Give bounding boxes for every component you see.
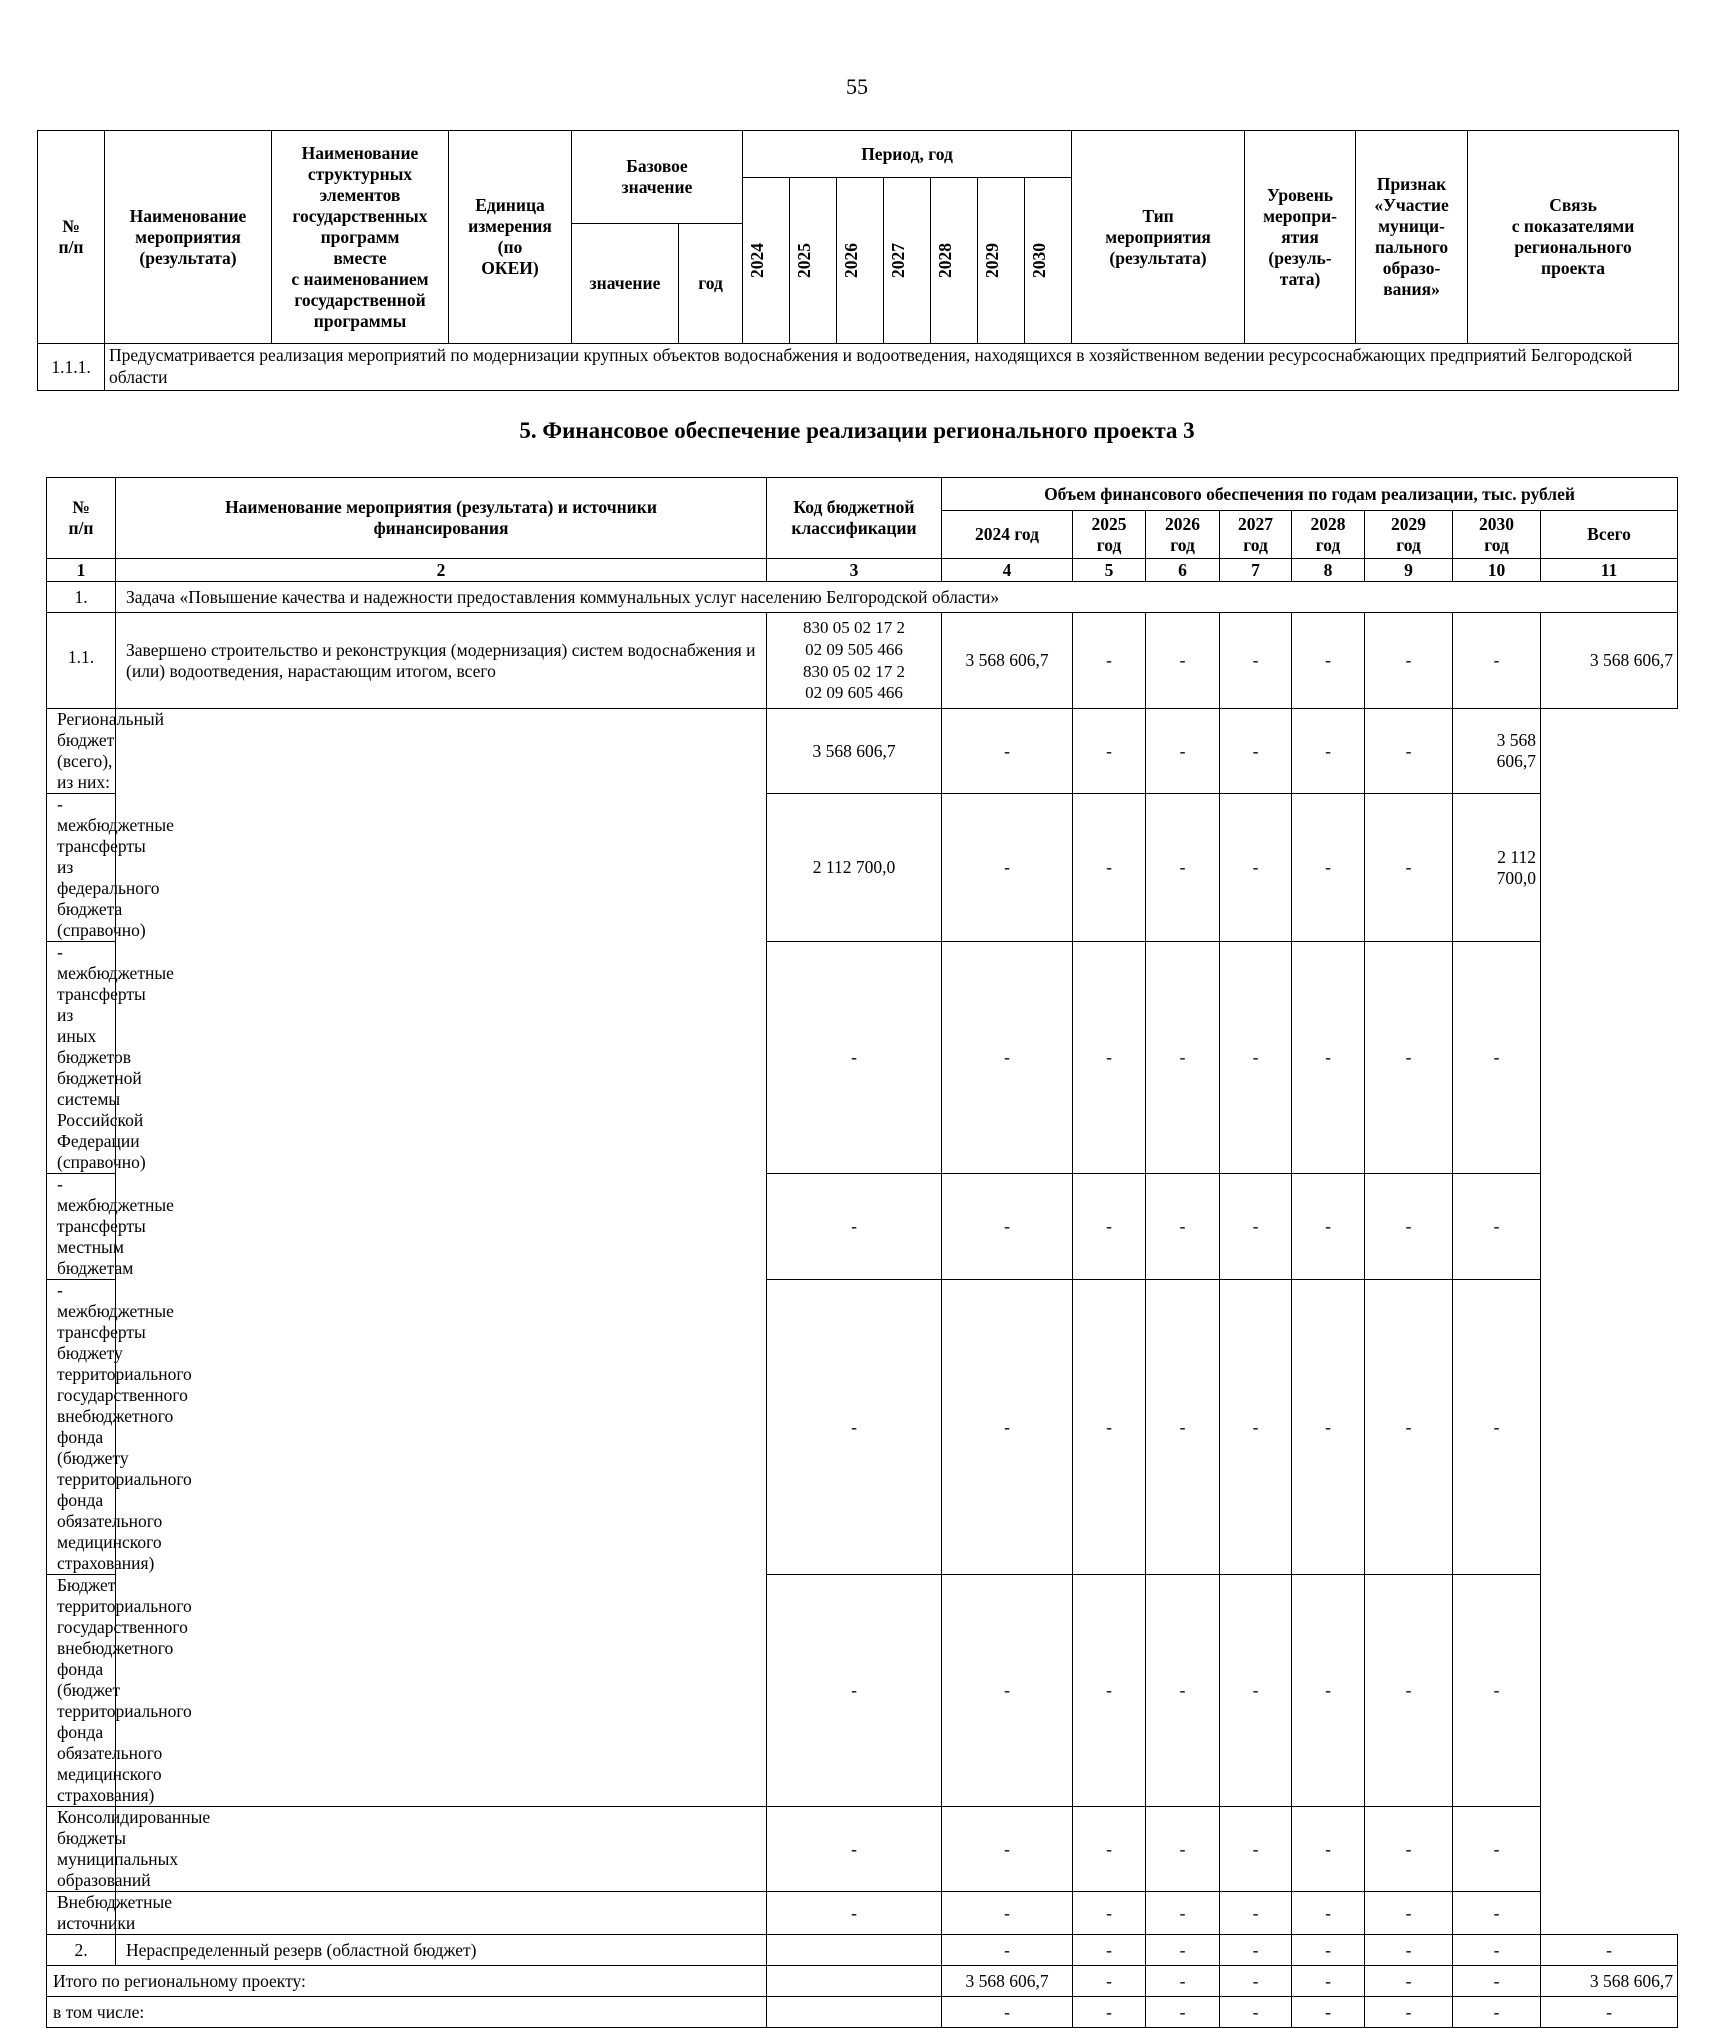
total-row-value: - bbox=[1220, 1966, 1292, 1997]
funding-source-value: 3 568 606,7 bbox=[1453, 709, 1541, 794]
funding-source-value: - bbox=[1365, 1892, 1453, 1935]
result-number: 1.1. bbox=[47, 613, 116, 709]
reserve-title: Нераспределенный резерв (областной бюджет) bbox=[116, 1935, 767, 1966]
financing-table bbox=[46, 477, 1678, 2028]
col-unit-header: Единица измерения (по ОКЕИ) bbox=[449, 131, 572, 344]
fin-total-header: Всего bbox=[1541, 511, 1678, 559]
including-row-label: в том числе: bbox=[47, 1997, 767, 2028]
funding-source-value: - bbox=[1146, 942, 1220, 1174]
funding-source-value: - bbox=[942, 709, 1073, 794]
column-number: 3 bbox=[767, 559, 942, 582]
fin-name-header: Наименование мероприятия (результата) и источники финансирования bbox=[116, 478, 767, 559]
column-number: 6 bbox=[1146, 559, 1220, 582]
fin-volume-header: Объем финансового обеспечения по годам реализации, тыс. рублей bbox=[942, 478, 1678, 511]
funding-source-value: - bbox=[767, 1807, 942, 1892]
col-type-header: Тип мероприятия (результата) bbox=[1072, 131, 1245, 344]
funding-source-name: Региональный бюджет (всего), из них: bbox=[47, 709, 116, 794]
funding-source-value: - bbox=[1292, 1807, 1365, 1892]
year-header: 2029 bbox=[978, 178, 1025, 344]
funding-source-value: - bbox=[1073, 794, 1146, 942]
funding-source-name: - межбюджетные трансферты из иных бюджетов бюджетной системы Российской Федерации (справочно) bbox=[47, 942, 116, 1174]
funding-source-row bbox=[47, 1807, 1678, 1892]
funding-source-value: - bbox=[1073, 1280, 1146, 1575]
total-row-label: Итого по региональному проекту: bbox=[47, 1966, 767, 1997]
funding-source-value: - bbox=[1453, 1280, 1541, 1575]
funding-source-name: Бюджет территориального государственного внебюджетного фонда (бюджет территориального фонда обязательного медицинского страхования) bbox=[47, 1575, 116, 1807]
row-description: Предусматривается реализация мероприятий по модернизации крупных объектов водоснабжения и водоотведения, находящихся в хозяйственном ведении ресурсоснабжающих предприятий Белгородской области bbox=[105, 344, 1679, 391]
funding-source-value: - bbox=[1453, 942, 1541, 1174]
funding-source-value: - bbox=[1073, 1892, 1146, 1935]
reserve-value: - bbox=[1146, 1935, 1220, 1966]
funding-source-value: - bbox=[1146, 1807, 1220, 1892]
funding-source-name: - межбюджетные трансферты местным бюджетам bbox=[47, 1174, 116, 1280]
fin-year-header: 2028 год bbox=[1292, 511, 1365, 559]
total-row-value: 3 568 606,7 bbox=[1541, 1966, 1678, 1997]
funding-source-value: - bbox=[1365, 1575, 1453, 1807]
col-name-header: Наименование мероприятия (результата) bbox=[105, 131, 272, 344]
funding-source-name: Внебюджетные источники bbox=[47, 1892, 116, 1935]
including-row bbox=[47, 1997, 1678, 2028]
total-row-value: - bbox=[1365, 1966, 1453, 1997]
year-header: 2024 bbox=[743, 178, 790, 344]
including-row-value: - bbox=[942, 1997, 1073, 2028]
reserve-value: - bbox=[1365, 1935, 1453, 1966]
budget-code-empty bbox=[116, 1807, 767, 1892]
funding-source-value: 2 112 700,0 bbox=[1453, 794, 1541, 942]
budget-code: 830 05 02 17 2 02 09 505 466 830 05 02 17 2 02 09 605 466 bbox=[767, 613, 942, 709]
total-row-value: 3 568 606,7 bbox=[942, 1966, 1073, 1997]
funding-source-value: - bbox=[1073, 1807, 1146, 1892]
funding-source-row bbox=[47, 1892, 1678, 1935]
including-row-value: - bbox=[1365, 1997, 1453, 2028]
year-header: 2027 bbox=[884, 178, 931, 344]
column-number: 4 bbox=[942, 559, 1073, 582]
funding-source-value: - bbox=[1453, 1892, 1541, 1935]
fin-num-header: № п/п bbox=[47, 478, 116, 559]
reserve-number: 2. bbox=[47, 1935, 116, 1966]
task-title: Задача «Повышение качества и надежности предоставления коммунальных услуг населению Белгородской области» bbox=[116, 582, 1678, 613]
funding-source-value: - bbox=[1220, 709, 1292, 794]
funding-source-value: - bbox=[1365, 794, 1453, 942]
fin-year-header: 2027 год bbox=[1220, 511, 1292, 559]
result-title: Завершено строительство и реконструкция (модернизация) систем водоснабжения и (или) водоотведения, нарастающим итогом, всего bbox=[116, 613, 767, 709]
result-value: - bbox=[1365, 613, 1453, 709]
funding-source-value: - bbox=[942, 1280, 1073, 1575]
funding-source-value: - bbox=[1453, 1575, 1541, 1807]
column-number: 7 bbox=[1220, 559, 1292, 582]
funding-source-value: - bbox=[1365, 1807, 1453, 1892]
total-row-value: - bbox=[1292, 1966, 1365, 1997]
col-level-header: Уровень меропри- ятия (резуль- тата) bbox=[1245, 131, 1356, 344]
total-row-value: - bbox=[1146, 1966, 1220, 1997]
col-period-header: Период, год bbox=[743, 131, 1072, 178]
column-number: 5 bbox=[1073, 559, 1146, 582]
funding-source-value: - bbox=[942, 1807, 1073, 1892]
funding-source-value: - bbox=[1220, 1575, 1292, 1807]
including-row-value: - bbox=[1073, 1997, 1146, 2028]
funding-source-value: - bbox=[1073, 1174, 1146, 1280]
col-link-header: Связь с показателями регионального проекта bbox=[1468, 131, 1679, 344]
column-number: 10 bbox=[1453, 559, 1541, 582]
funding-source-value: - bbox=[1292, 1892, 1365, 1935]
reserve-value: - bbox=[1292, 1935, 1365, 1966]
funding-source-value: - bbox=[1220, 794, 1292, 942]
funding-source-value: - bbox=[942, 1575, 1073, 1807]
funding-source-value: 2 112 700,0 bbox=[767, 794, 942, 942]
funding-source-value: - bbox=[1220, 1807, 1292, 1892]
result-value: - bbox=[1292, 613, 1365, 709]
funding-source-value: - bbox=[1453, 1807, 1541, 1892]
page-number: 55 bbox=[846, 74, 868, 99]
total-row-value: - bbox=[1073, 1966, 1146, 1997]
funding-source-value: - bbox=[1146, 1280, 1220, 1575]
column-number: 1 bbox=[47, 559, 116, 582]
funding-source-value: - bbox=[767, 1892, 942, 1935]
year-header: 2026 bbox=[837, 178, 884, 344]
funding-source-value: - bbox=[1365, 1280, 1453, 1575]
funding-source-value: - bbox=[1292, 1575, 1365, 1807]
reserve-value: - bbox=[1073, 1935, 1146, 1966]
including-row-value: - bbox=[1146, 1997, 1220, 2028]
budget-code-empty bbox=[767, 1966, 942, 1997]
funding-source-value: - bbox=[1365, 709, 1453, 794]
budget-code-empty bbox=[767, 1935, 942, 1966]
result-value: - bbox=[1073, 613, 1146, 709]
funding-source-name: Консолидированные бюджеты муниципальных образований bbox=[47, 1807, 116, 1892]
column-number: 2 bbox=[116, 559, 767, 582]
including-row-value: - bbox=[1453, 1997, 1541, 2028]
including-row-value: - bbox=[1220, 1997, 1292, 2028]
result-value: - bbox=[1146, 613, 1220, 709]
reserve-value: - bbox=[942, 1935, 1073, 1966]
budget-code-empty bbox=[116, 709, 767, 1807]
funding-source-value: - bbox=[767, 1174, 942, 1280]
funding-source-value: - bbox=[1292, 942, 1365, 1174]
funding-source-value: - bbox=[767, 1280, 942, 1575]
funding-source-value: - bbox=[1365, 1174, 1453, 1280]
funding-source-value: - bbox=[1292, 794, 1365, 942]
funding-source-value: - bbox=[1292, 709, 1365, 794]
funding-source-value: - bbox=[942, 794, 1073, 942]
base-value-header: значение bbox=[572, 224, 679, 344]
result-value: 3 568 606,7 bbox=[1541, 613, 1678, 709]
year-header: 2028 bbox=[931, 178, 978, 344]
reserve-row bbox=[47, 1935, 1678, 1966]
year-header: 2025 bbox=[790, 178, 837, 344]
reserve-value: - bbox=[1541, 1935, 1678, 1966]
reserve-value: - bbox=[1453, 1935, 1541, 1966]
row-number: 1.1.1. bbox=[38, 344, 105, 391]
fin-year-header: 2030 год bbox=[1453, 511, 1541, 559]
funding-source-value: - bbox=[942, 1174, 1073, 1280]
column-number: 11 bbox=[1541, 559, 1678, 582]
col-base-header: Базовое значение bbox=[572, 131, 743, 224]
funding-source-value: - bbox=[942, 942, 1073, 1174]
including-row-value: - bbox=[1292, 1997, 1365, 2028]
base-year-header: год bbox=[679, 224, 743, 344]
funding-source-name: - межбюджетные трансферты бюджету территориального государственного внебюджетного фонда (бюджету территориального фонда обязательного медицинского страхования) bbox=[47, 1280, 116, 1575]
column-number: 9 bbox=[1365, 559, 1453, 582]
fin-year-header: 2025 год bbox=[1073, 511, 1146, 559]
funding-source-value: - bbox=[1292, 1174, 1365, 1280]
task-number: 1. bbox=[47, 582, 116, 613]
fin-year-header: 2026 год bbox=[1146, 511, 1220, 559]
including-row-value: - bbox=[1541, 1997, 1678, 2028]
column-numbers-row bbox=[47, 559, 1678, 582]
funding-source-value: - bbox=[1220, 1280, 1292, 1575]
funding-source-value: - bbox=[1365, 942, 1453, 1174]
result-value: - bbox=[1220, 613, 1292, 709]
reserve-value: - bbox=[1220, 1935, 1292, 1966]
funding-source-value: - bbox=[1292, 1280, 1365, 1575]
funding-source-value: - bbox=[1220, 1892, 1292, 1935]
section-title: 5. Финансовое обеспечение реализации регионального проекта 3 bbox=[519, 418, 1195, 443]
main-result-row bbox=[47, 613, 1678, 709]
column-number: 8 bbox=[1292, 559, 1365, 582]
fin-year-header: 2024 год bbox=[942, 511, 1073, 559]
funding-source-value: 3 568 606,7 bbox=[767, 709, 942, 794]
results-table bbox=[37, 130, 1679, 391]
budget-code-empty bbox=[767, 1997, 942, 2028]
result-value: 3 568 606,7 bbox=[942, 613, 1073, 709]
funding-source-value: - bbox=[1146, 709, 1220, 794]
funding-source-value: - bbox=[1146, 1174, 1220, 1280]
funding-source-value: - bbox=[1220, 1174, 1292, 1280]
col-municipal-header: Признак «Участие муници- пального образо- вания» bbox=[1356, 131, 1468, 344]
funding-source-value: - bbox=[767, 1575, 942, 1807]
budget-code-empty bbox=[116, 1892, 767, 1935]
funding-source-value: - bbox=[1073, 1575, 1146, 1807]
funding-source-value: - bbox=[1453, 1174, 1541, 1280]
funding-source-value: - bbox=[942, 1892, 1073, 1935]
total-row-value: - bbox=[1453, 1966, 1541, 1997]
col-structural-header: Наименование структурных элементов государственных программ вместе с наименованием государственной программы bbox=[272, 131, 449, 344]
total-row bbox=[47, 1966, 1678, 1997]
funding-source-value: - bbox=[767, 942, 942, 1174]
funding-source-value: - bbox=[1073, 709, 1146, 794]
year-header: 2030 bbox=[1025, 178, 1072, 344]
col-num-header: № п/п bbox=[38, 131, 105, 344]
funding-source-value: - bbox=[1146, 1892, 1220, 1935]
result-value: - bbox=[1453, 613, 1541, 709]
funding-source-value: - bbox=[1220, 942, 1292, 1174]
funding-source-value: - bbox=[1146, 794, 1220, 942]
fin-year-header: 2029 год bbox=[1365, 511, 1453, 559]
funding-source-name: - межбюджетные трансферты из федерального бюджета (справочно) bbox=[47, 794, 116, 942]
funding-source-row bbox=[47, 709, 1678, 794]
funding-source-value: - bbox=[1073, 942, 1146, 1174]
fin-code-header: Код бюджетной классификации bbox=[767, 478, 942, 559]
funding-source-value: - bbox=[1146, 1575, 1220, 1807]
